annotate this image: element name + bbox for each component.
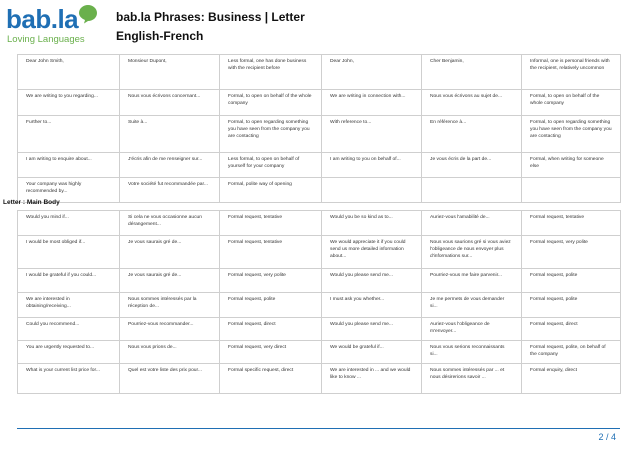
english-phrase: I must ask you whether... xyxy=(322,293,422,318)
english-phrase: Would you please send me... xyxy=(322,318,422,341)
french-phrase: Quel est votre liste des prix pour... xyxy=(120,364,220,394)
page-subtitle: English-French xyxy=(116,29,204,43)
english-phrase: We are writing to you regarding... xyxy=(18,90,120,116)
usage-note: Formal request, very polite xyxy=(522,236,621,269)
empty-cell xyxy=(422,178,522,203)
table-row xyxy=(18,90,621,116)
english-phrase: We are interested in ... and we would like to know ... xyxy=(322,364,422,394)
usage-note: Formal, to open regarding something you have seen from the company you are contacting xyxy=(220,116,322,153)
usage-note: Formal, when writing for someone else xyxy=(522,153,621,178)
usage-note: Formal request, tentative xyxy=(220,236,322,269)
footer-divider xyxy=(17,428,620,429)
english-phrase: Your company was highly recommended by... xyxy=(18,178,120,203)
table-row xyxy=(18,236,621,269)
english-phrase: What is your current list price for... xyxy=(18,364,120,394)
page-title: bab.la Phrases: Business | Letter xyxy=(116,10,305,24)
french-phrase: Nous vous serions reconnaissants si... xyxy=(422,341,522,364)
french-phrase: Nous vous saurions gré si vous aviez l'obligeance de nous envoyer plus d'informations sur... xyxy=(422,236,522,269)
english-phrase: With reference to... xyxy=(322,116,422,153)
empty-cell xyxy=(322,178,422,203)
table-row xyxy=(18,269,621,293)
section-title: Letter : Main Body xyxy=(3,199,60,206)
french-phrase: Si cela ne vous occasionne aucun dérangement... xyxy=(120,211,220,236)
usage-note: Formal request, very direct xyxy=(220,341,322,364)
english-phrase: Dear John, xyxy=(322,55,422,90)
main-body-phrases-table xyxy=(17,210,621,394)
usage-note: Formal enquiry, direct xyxy=(522,364,621,394)
english-phrase: You are urgently requested to... xyxy=(18,341,120,364)
table-row xyxy=(18,116,621,153)
usage-note: Informal, one is personal friends with the recipient, relatively uncommon xyxy=(522,55,621,90)
french-phrase: Je vous saurais gré de... xyxy=(120,269,220,293)
logo-text: bab.la xyxy=(6,4,79,34)
french-phrase: Votre société fut recommandée par... xyxy=(120,178,220,203)
english-phrase: We would be grateful if... xyxy=(322,341,422,364)
french-phrase: Auriez-vous l'obligeance de m'envoyer... xyxy=(422,318,522,341)
table-row xyxy=(18,341,621,364)
french-phrase: Auriez-vous l'amabilité de... xyxy=(422,211,522,236)
usage-note: Formal request, tentative xyxy=(220,211,322,236)
french-phrase: Nous vous écrivons concernant... xyxy=(120,90,220,116)
table-row xyxy=(18,364,621,394)
french-phrase: Je me permets de vous demander si... xyxy=(422,293,522,318)
french-phrase: Je vous saurais gré de... xyxy=(120,236,220,269)
usage-note: Formal specific request, direct xyxy=(220,364,322,394)
french-phrase: En référence à... xyxy=(422,116,522,153)
usage-note: Formal, to open regarding something you have seen from the company you are contacting xyxy=(522,116,621,153)
usage-note: Formal request, direct xyxy=(220,318,322,341)
english-phrase: Would you mind if... xyxy=(18,211,120,236)
french-phrase: Pourriez-vous me faire parvenir... xyxy=(422,269,522,293)
speech-bubble-icon xyxy=(78,4,98,24)
usage-note: Formal request, tentative xyxy=(522,211,621,236)
english-phrase: I would be grateful if you could... xyxy=(18,269,120,293)
english-phrase: Would you please send me... xyxy=(322,269,422,293)
french-phrase: Nous sommes intéressés par ... et nous désirerions savoir ... xyxy=(422,364,522,394)
table-row xyxy=(18,153,621,178)
french-phrase: Suite à... xyxy=(120,116,220,153)
french-phrase: Monsieur Dupont, xyxy=(120,55,220,90)
empty-cell xyxy=(522,178,621,203)
usage-note: Formal request, polite xyxy=(220,293,322,318)
english-phrase: We are interested in obtaining/receiving... xyxy=(18,293,120,318)
logo[interactable] xyxy=(6,4,106,48)
french-phrase: Je vous écris de la part de... xyxy=(422,153,522,178)
usage-note: Formal request, polite xyxy=(522,293,621,318)
table-row xyxy=(18,55,621,90)
english-phrase: Would you be so kind as to... xyxy=(322,211,422,236)
french-phrase: Nous vous prions de... xyxy=(120,341,220,364)
english-phrase: Further to... xyxy=(18,116,120,153)
french-phrase: Pourriez-vous recommander... xyxy=(120,318,220,341)
usage-note: Formal request, very polite xyxy=(220,269,322,293)
usage-note: Formal, polite way of opening xyxy=(220,178,322,203)
usage-note: Formal, to open on behalf of the whole company xyxy=(522,90,621,116)
logo-tagline: Loving Languages xyxy=(7,34,85,45)
page-number: 2 / 4 xyxy=(598,432,616,442)
table-row xyxy=(18,211,621,236)
english-phrase: I would be most obliged if... xyxy=(18,236,120,269)
page-header xyxy=(0,0,638,50)
french-phrase: Cher Benjamin, xyxy=(422,55,522,90)
english-phrase: Could you recommend... xyxy=(18,318,120,341)
usage-note: Formal request, polite, on behalf of the company xyxy=(522,341,621,364)
english-phrase: We are writing in connection with... xyxy=(322,90,422,116)
english-phrase: I am writing to you on behalf of... xyxy=(322,153,422,178)
table-row xyxy=(18,293,621,318)
english-phrase: Dear John Smith, xyxy=(18,55,120,90)
table-row xyxy=(18,318,621,341)
french-phrase: Nous sommes intéressés par la réception de... xyxy=(120,293,220,318)
french-phrase: Nous vous écrivons au sujet de... xyxy=(422,90,522,116)
english-phrase: We would appreciate it if you could send us more detailed information about... xyxy=(322,236,422,269)
usage-note: Formal request, direct xyxy=(522,318,621,341)
french-phrase: J'écris afin de me renseigner sur... xyxy=(120,153,220,178)
usage-note: Formal, to open on behalf of the whole company xyxy=(220,90,322,116)
usage-note: Formal request, polite xyxy=(522,269,621,293)
opening-phrases-table xyxy=(17,54,621,203)
english-phrase: I am writing to enquire about... xyxy=(18,153,120,178)
usage-note: Less formal, to open on behalf of yourself for your company xyxy=(220,153,322,178)
usage-note: Less formal, one has done business with the recipient before xyxy=(220,55,322,90)
table-row xyxy=(18,178,621,203)
